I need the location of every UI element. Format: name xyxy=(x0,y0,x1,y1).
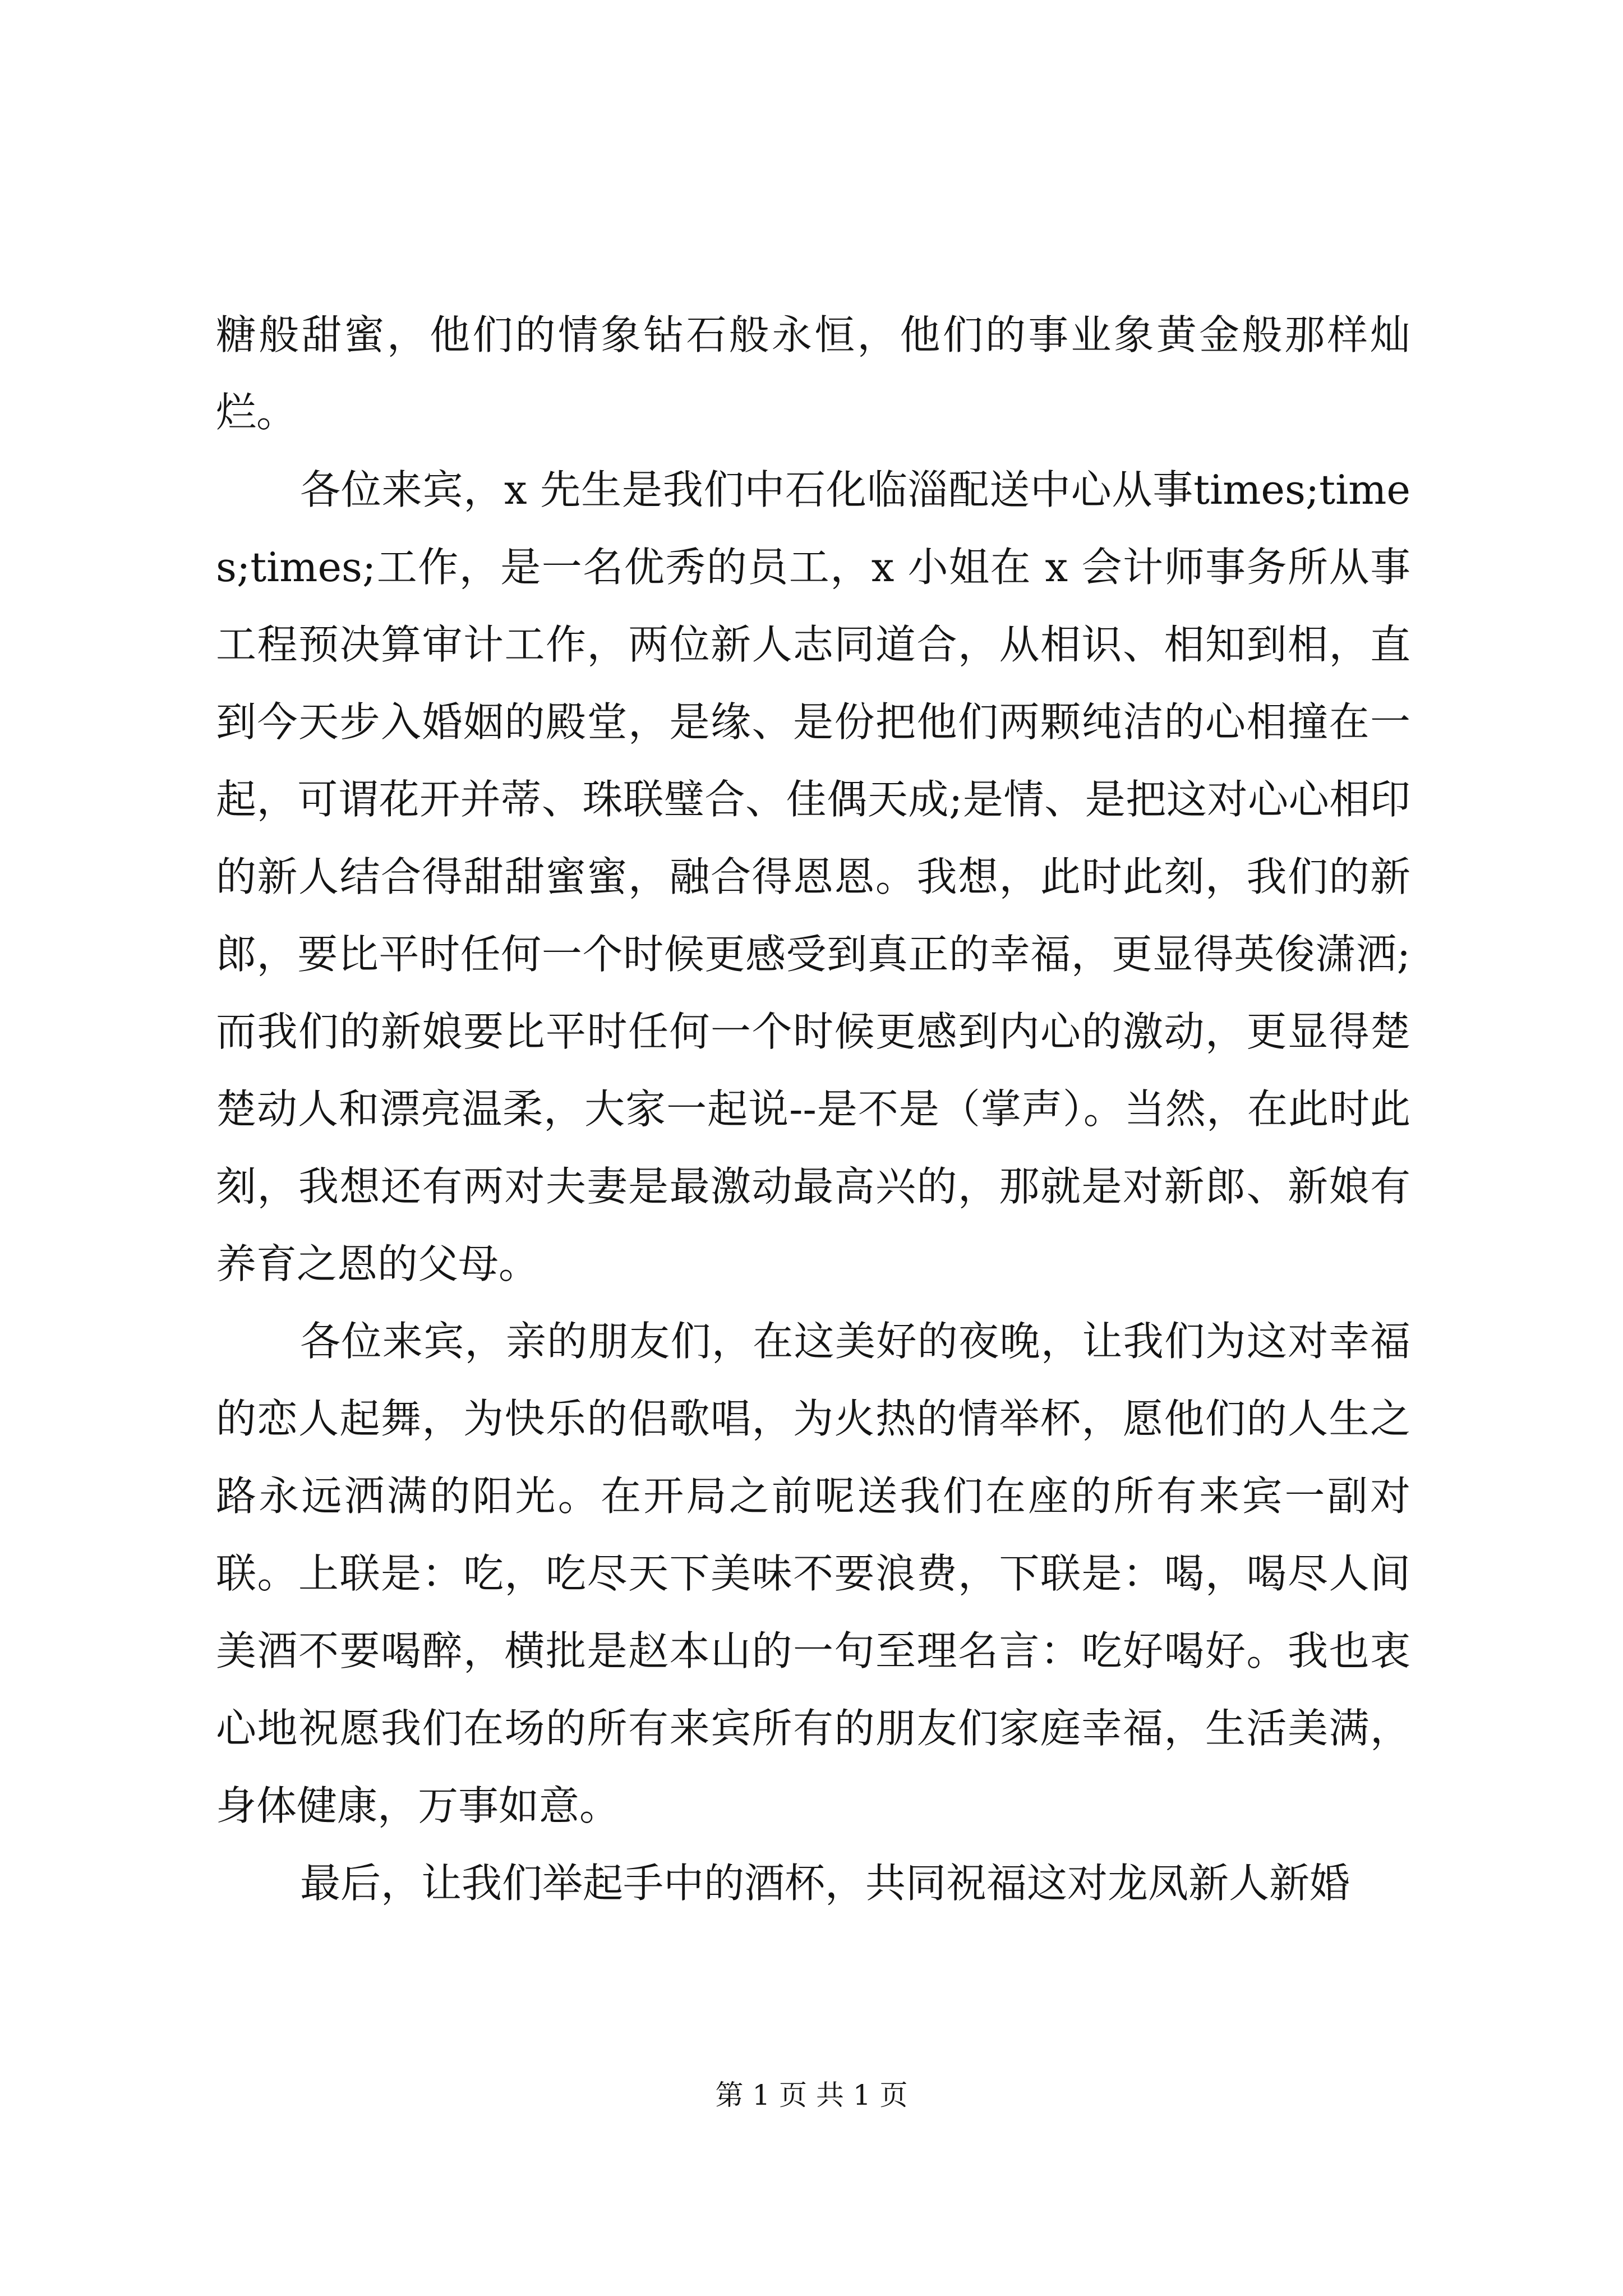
body-text xyxy=(216,296,1410,1922)
paragraph-2: 各位来宾，x 先生是我们中石化临淄配送中心从事times;times;times;工作，是一名优秀的员工，x 小姐在 x 会计师事务所从事工程预决算审计工作，两位新人志同道合，从相识、相知到相，直到今天步入婚姻的殿堂，是缘、是份把他们两颗纯洁的心相撞在一起，可谓花开并蒂、珠联璧合、佳偶天成;是情、是把这对心心相印的新人结合得甜甜蜜蜜，融合得恩恩。我想，此时此刻，我们的新郎，要比平时任何一个时候更感受到真正的幸福，更显得英俊潇洒;而我们的新娘要比平时任何一个时候更感到内心的激动，更显得楚楚动人和漂亮温柔，大家一起说--是不是（掌声）。当然，在此时此刻，我想还有两对夫妻是最激动最高兴的，那就是对新郎、新娘有养育之恩的父母。 xyxy=(216,466,1410,1287)
paragraph-1: 糖般甜蜜，他们的情象钻石般永恒，他们的事业象黄金般那样灿烂。 xyxy=(216,311,1410,436)
paragraph-4: 最后，让我们举起手中的酒杯，共同祝福这对龙凤新人新婚 xyxy=(300,1860,1350,1907)
paragraph-3: 各位来宾，亲的朋友们，在这美好的夜晚，让我们为这对幸福的恋人起舞，为快乐的侣歌唱，为火热的情举杯，愿他们的人生之路永远洒满的阳光。在开局之前呢送我们在座的所有来宾一副对联。上联是：吃，吃尽天下美味不要浪费，下联是：喝，喝尽人间美酒不要喝醉，横批是赵本山的一句至理名言：吃好喝好。我也衷心地祝愿我们在场的所有来宾所有的朋友们家庭幸福，生活美满，身体健康，万事如意。 xyxy=(216,1318,1410,1829)
page-footer: 第 1 页 共 1 页 xyxy=(715,2079,908,2111)
